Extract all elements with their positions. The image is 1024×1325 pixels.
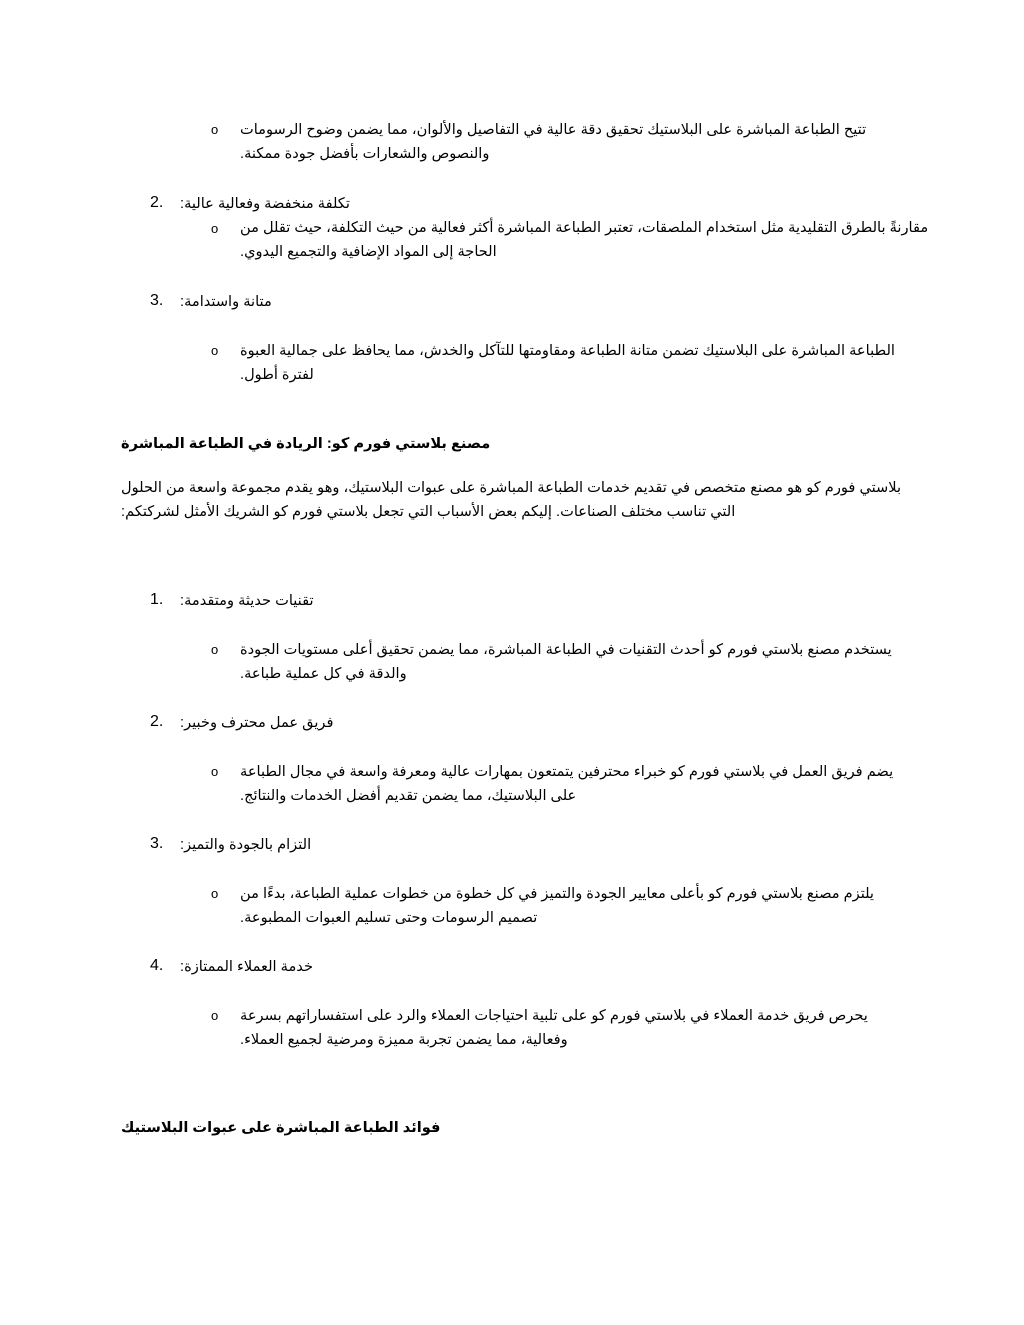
list-item-label: :متانة واستدامة xyxy=(180,294,272,310)
text-line: بلاستي فورم كو هو مصنع متخصص في تقديم خدمات الطباعة المباشرة على عبوات البلاستيك، وهو يقدم مجموعة واسعة من الحلول xyxy=(121,480,902,496)
list-item-label: :تقنيات حديثة ومتقدمة xyxy=(180,593,314,609)
list-number: 2. xyxy=(150,194,164,211)
text-line: مقارنةً بالطرق التقليدية مثل استخدام الملصقات، تعتبر الطباعة المباشرة أكثر فعالية من حيث التكلفة، حيث تقلل من xyxy=(240,220,929,236)
bullet-marker: o xyxy=(211,1008,219,1023)
bullet-marker: o xyxy=(211,886,219,901)
text-line: تتيح الطباعة المباشرة على البلاستيك تحقيق دقة عالية في التفاصيل والألوان، مما يضمن وضوح الرسومات xyxy=(240,122,867,138)
text-line: :التي تناسب مختلف الصناعات. إليكم بعض الأسباب التي تجعل بلاستي فورم كو الشريك الأمثل لشركتكم xyxy=(121,504,736,520)
bullet-marker: o xyxy=(211,122,219,137)
text-line: يلتزم مصنع بلاستي فورم كو بأعلى معايير الجودة والتميز في كل خطوة من خطوات عملية الطباعة، بدءًا من xyxy=(240,886,874,902)
bullet-marker: o xyxy=(211,221,219,236)
text-line: .والدقة في كل عملية طباعة xyxy=(240,666,407,682)
bullet-text xyxy=(240,118,905,166)
list-item-label: :التزام بالجودة والتميز xyxy=(180,837,312,853)
text-line: .تصميم الرسومات وحتى تسليم العبوات المطبوعة xyxy=(240,910,538,926)
list-item-label: :فريق عمل محترف وخبير xyxy=(180,715,334,731)
intro-paragraph xyxy=(121,476,901,524)
bullet-text xyxy=(240,1004,905,1052)
list-number: 2. xyxy=(150,713,164,730)
text-line: .والنصوص والشعارات بأفضل جودة ممكنة xyxy=(240,146,490,162)
text-line: يستخدم مصنع بلاستي فورم كو أحدث التقنيات في الطباعة المباشرة، مما يضمن تحقيق أعلى مستويات الجودة xyxy=(240,642,892,658)
bullet-marker: o xyxy=(211,642,219,657)
text-line: يحرص فريق خدمة العملاء في بلاستي فورم كو على تلبية احتياجات العملاء والرد على استفساراتهم بسرعة xyxy=(240,1008,868,1024)
bullet-text xyxy=(240,339,905,387)
bullet-text xyxy=(240,216,929,264)
list-item-label: :تكلفة منخفضة وفعالية عالية xyxy=(180,196,350,212)
text-line: .على البلاستيك، مما يضمن تقديم أفضل الخدمات والنتائج xyxy=(240,788,577,804)
text-line: يضم فريق العمل في بلاستي فورم كو خبراء محترفين يتمتعون بمهارات عالية ومعرفة واسعة في مجال الطباعة xyxy=(240,764,894,780)
section-heading: مصنع بلاستي فورم كو: الريادة في الطباعة المباشرة xyxy=(121,436,491,452)
bullet-marker: o xyxy=(211,764,219,779)
list-number: 3. xyxy=(150,835,164,852)
text-line: .لفترة أطول xyxy=(240,367,314,383)
bullet-marker: o xyxy=(211,343,219,358)
text-line: الطباعة المباشرة على البلاستيك تضمن متانة الطباعة ومقاومتها للتآكل والخدش، مما يحافظ على جمالية العبوة xyxy=(240,343,895,359)
list-item-label: :خدمة العملاء الممتازة xyxy=(180,959,313,975)
text-line: .وفعالية، مما يضمن تجربة مميزة ومرضية لجميع العملاء xyxy=(240,1032,568,1048)
section-heading: فوائد الطباعة المباشرة على عبوات البلاستيك xyxy=(121,1120,441,1136)
list-number: 1. xyxy=(150,591,164,608)
bullet-text xyxy=(240,638,905,686)
list-number: 4. xyxy=(150,957,164,974)
bullet-text xyxy=(240,882,905,930)
text-line: .الحاجة إلى المواد الإضافية والتجميع اليدوي xyxy=(240,244,497,260)
list-number: 3. xyxy=(150,292,164,309)
bullet-text xyxy=(240,760,905,808)
